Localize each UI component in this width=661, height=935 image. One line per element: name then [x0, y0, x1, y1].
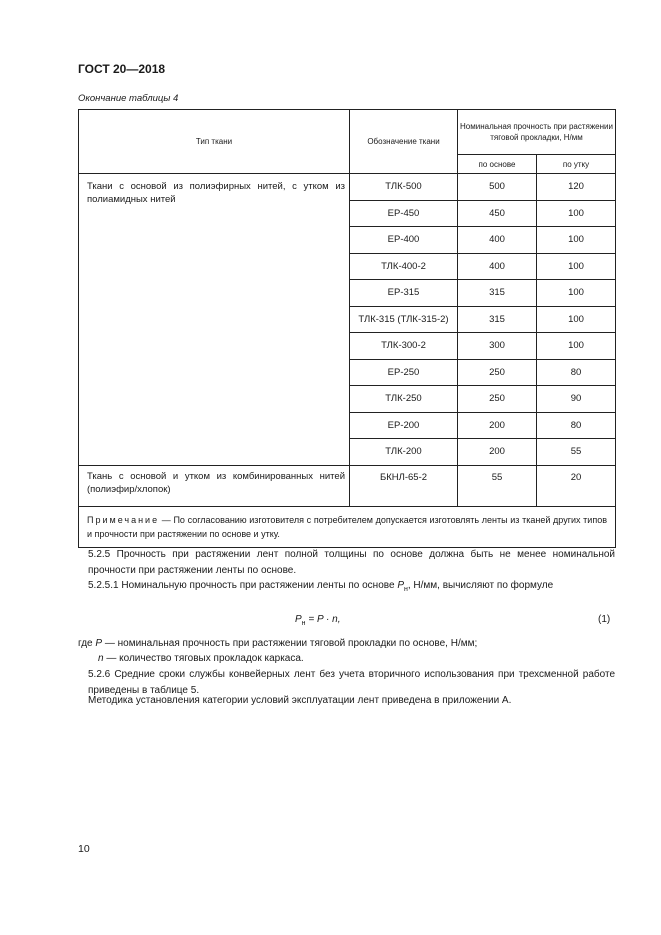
warp-strength: 400 — [458, 227, 537, 254]
fabric-table — [78, 109, 616, 548]
weft-strength: 100 — [537, 200, 616, 227]
page-number: 10 — [78, 843, 90, 855]
fabric-code: ТЛК-400-2 — [350, 253, 458, 280]
paragraph-5-2-5-1 — [88, 578, 615, 598]
formula-lhs: P — [295, 614, 302, 625]
fabric-type-group1: Ткани с основой из полиэфирных нитей, с утком из полиамидных нитей — [79, 174, 350, 466]
paragraph-method: Методика установления категории условий эксплуатации лент приведена в приложении А. — [88, 695, 512, 706]
paragraph-5-2-6: 5.2.6 Средние сроки службы конвейерных лент без учета вторичного использования при трехсменной работе приведены в таблице 5. — [88, 669, 615, 696]
warp-strength: 300 — [458, 333, 537, 360]
table-note — [79, 506, 616, 547]
header-fabric-code: Обозначение ткани — [350, 110, 458, 174]
paragraph-5-2-5: 5.2.5 Прочность при растяжении лент полной толщины по основе должна быть не менее номинальной прочности при растяжении ленты по основе. — [88, 549, 615, 576]
p5251-text-a: 5.2.5.1 Номинальную прочность при растяжении ленты по основе — [88, 580, 398, 591]
fabric-code: ЕР-250 — [350, 359, 458, 386]
weft-strength: 90 — [537, 386, 616, 413]
table-row — [79, 465, 616, 506]
fabric-code: ТЛК-300-2 — [350, 333, 458, 360]
p5251-text-b: , Н/мм, вычисляют по формуле — [407, 580, 554, 591]
weft-strength: 100 — [537, 306, 616, 333]
fabric-code: ТЛК-500 — [350, 174, 458, 201]
fabric-code: БКНЛ-65-2 — [350, 465, 458, 506]
formula-subscript: н — [301, 620, 306, 627]
p5251-symbol: P — [397, 580, 404, 591]
weft-strength: 100 — [537, 227, 616, 254]
fabric-code: ЕР-400 — [350, 227, 458, 254]
where-n-symbol: n — [98, 653, 104, 664]
weft-strength: 80 — [537, 412, 616, 439]
formula-number: (1) — [598, 614, 611, 625]
warp-strength: 250 — [458, 386, 537, 413]
weft-strength: 120 — [537, 174, 616, 201]
where-n-desc: — количество тяговых прокладок каркаса. — [103, 653, 304, 664]
formula — [295, 614, 340, 627]
fabric-type-group2: Ткань с основой и утком из комбинированных нитей (полиэфир/хлопок) — [79, 465, 350, 506]
header-strength: Номинальная прочность при растяжении тяговой прокладки, Н/мм — [458, 110, 616, 155]
fabric-code: ЕР-200 — [350, 412, 458, 439]
where-p-symbol: P — [95, 638, 103, 649]
warp-strength: 450 — [458, 200, 537, 227]
fabric-code: ТЛК-315 (ТЛК-315-2) — [350, 306, 458, 333]
warp-strength: 250 — [458, 359, 537, 386]
header-weft: по утку — [537, 155, 616, 174]
weft-strength: 80 — [537, 359, 616, 386]
warp-strength: 200 — [458, 412, 537, 439]
warp-strength: 55 — [458, 465, 537, 506]
warp-strength: 315 — [458, 280, 537, 307]
weft-strength: 55 — [537, 439, 616, 466]
document-header: ГОСТ 20—2018 — [78, 62, 166, 76]
fabric-code: ЕР-450 — [350, 200, 458, 227]
formula-rhs: = P · n, — [305, 614, 341, 625]
note-label: Примечание — [87, 514, 160, 525]
p5251-subscript: н — [403, 586, 408, 593]
header-warp: по основе — [458, 155, 537, 174]
fabric-code: ЕР-315 — [350, 280, 458, 307]
fabric-code: ТЛК-250 — [350, 386, 458, 413]
note-text: — По согласованию изготовителя с потребителем допускается изготовлять ленты из тканей других типов и прочности при растяжении по основе и утку. — [87, 514, 607, 539]
table-caption: Окончание таблицы 4 — [78, 93, 179, 104]
warp-strength: 500 — [458, 174, 537, 201]
warp-strength: 400 — [458, 253, 537, 280]
where-word: где — [78, 638, 96, 649]
weft-strength: 100 — [537, 280, 616, 307]
weft-strength: 100 — [537, 333, 616, 360]
weft-strength: 100 — [537, 253, 616, 280]
warp-strength: 200 — [458, 439, 537, 466]
where-n-line — [98, 651, 304, 667]
header-fabric-type: Тип ткани — [79, 110, 350, 174]
table-row — [79, 174, 616, 201]
where-p-line — [78, 636, 477, 652]
weft-strength: 20 — [537, 465, 616, 506]
table-note-row — [79, 506, 616, 547]
where-p-desc: — номинальная прочность при растяжении тяговой прокладки по основе, Н/мм; — [102, 638, 478, 649]
fabric-code: ТЛК-200 — [350, 439, 458, 466]
warp-strength: 315 — [458, 306, 537, 333]
